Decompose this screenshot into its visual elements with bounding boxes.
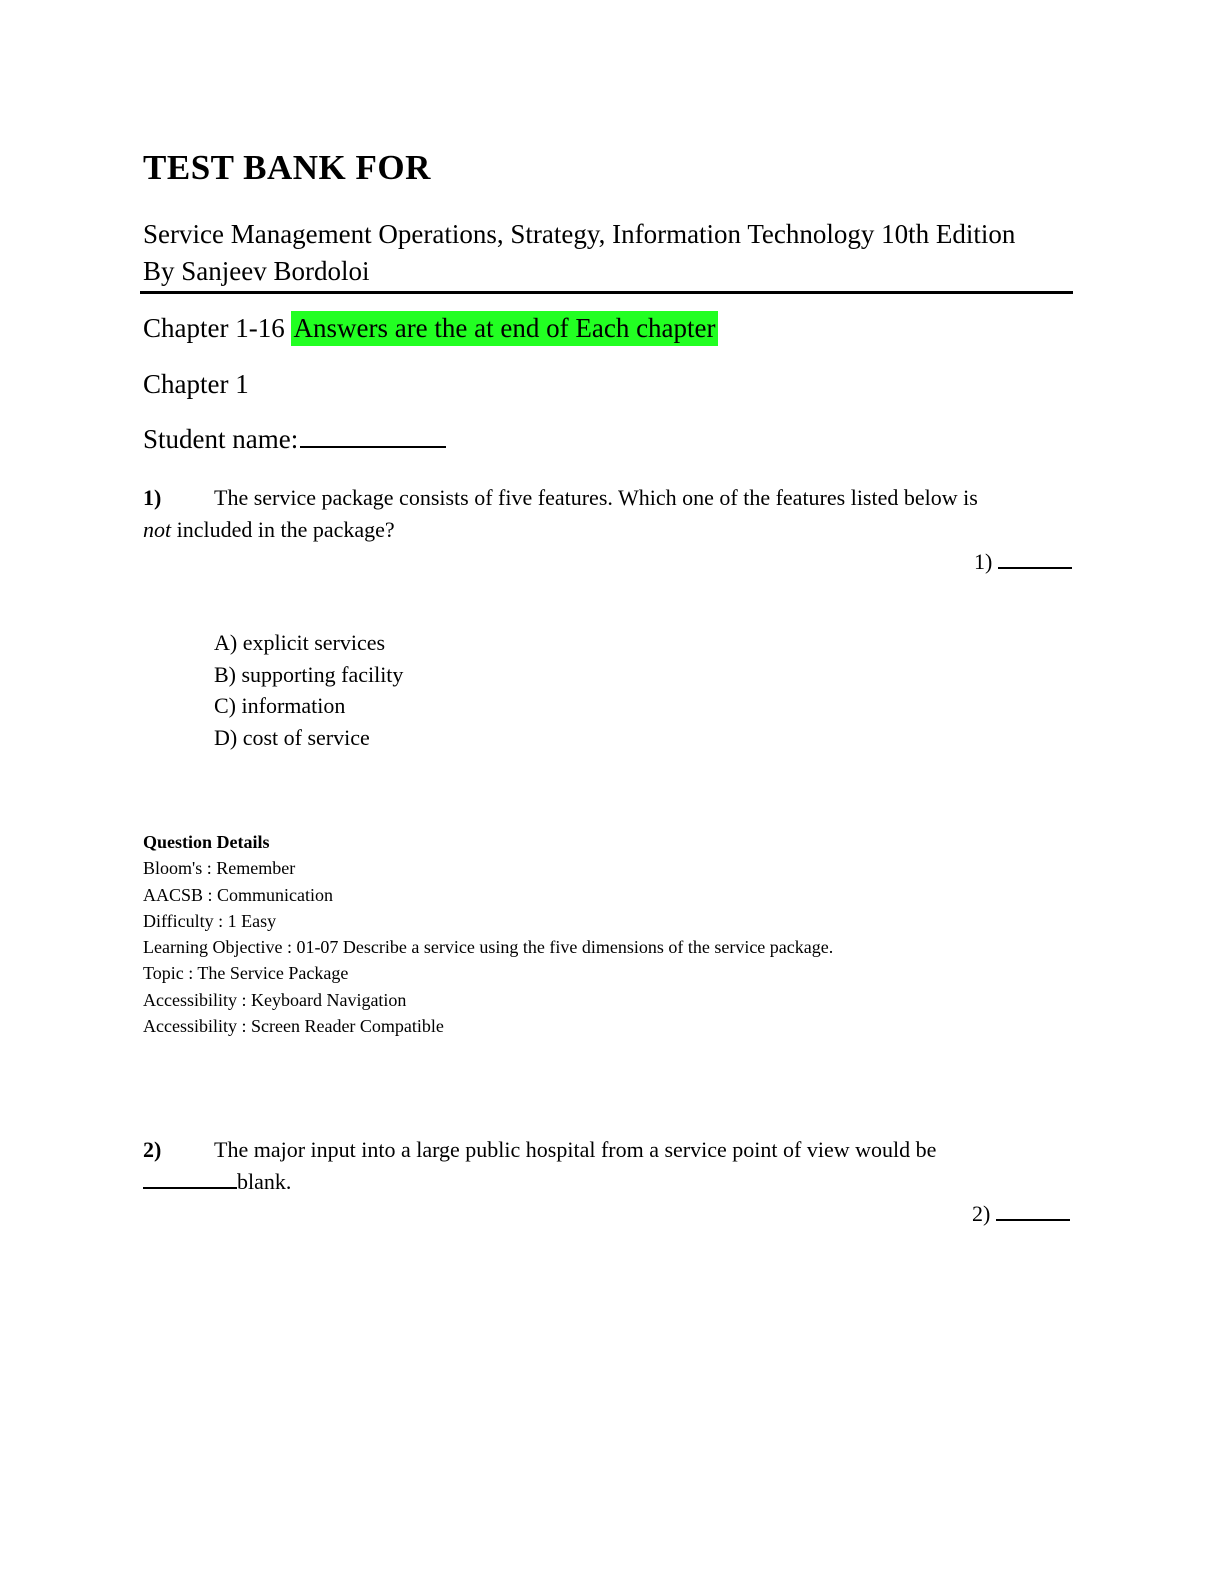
question-1-option-a: A) explicit services <box>214 630 386 655</box>
question-details-title: Question Details <box>143 832 270 852</box>
question-2-inline-blank <box>143 1185 237 1189</box>
detail-accessibility-screen-reader: Accessibility : Screen Reader Compatible <box>143 1016 444 1036</box>
detail-blooms: Bloom's : Remember <box>143 858 296 878</box>
question-2-text-rest: blank. <box>237 1169 292 1194</box>
book-title-line-1: Service Management Operations, Strategy, Information Technology 10th Edition <box>143 219 1016 249</box>
question-2-number: 2) <box>143 1137 162 1162</box>
question-2-slot-label: 2) <box>972 1201 991 1226</box>
book-title <box>143 216 1015 290</box>
chapter-range-line <box>143 313 718 344</box>
question-1-text-line-1: The service package consists of five features. Which one of the features listed below is <box>214 485 978 510</box>
chapter-heading: Chapter 1 <box>143 369 249 399</box>
detail-learning-objective: Learning Objective : 01-07 Describe a service using the five dimensions of the service package. <box>143 937 834 957</box>
question-1-slot-line <box>998 565 1072 569</box>
detail-topic: Topic : The Service Package <box>143 963 349 983</box>
question-1-option-b: B) supporting facility <box>214 662 404 687</box>
detail-accessibility-keyboard: Accessibility : Keyboard Navigation <box>143 990 407 1010</box>
book-author-line: By Sanjeev Bordoloi <box>143 256 370 286</box>
document-title: TEST BANK FOR <box>143 148 431 187</box>
question-1-slot-label: 1) <box>974 549 993 574</box>
detail-aacsb: AACSB : Communication <box>143 885 334 905</box>
question-1-option-c: C) information <box>214 693 346 718</box>
student-name-field <box>143 424 446 455</box>
question-1-text-line-2 <box>143 514 395 546</box>
question-2-slot-line <box>996 1217 1070 1221</box>
question-1-number: 1) <box>143 485 162 510</box>
question-2-text-line-1: The major input into a large public hospital from a service point of view would be <box>214 1137 937 1162</box>
header-divider <box>140 291 1073 294</box>
question-1-answer-slot[interactable] <box>974 549 1072 575</box>
question-1-option-d: D) cost of service <box>214 725 370 750</box>
student-name-blank[interactable] <box>300 442 446 448</box>
question-1-italic-word: not <box>143 517 172 542</box>
answers-note-highlight: Answers are the at end of Each chapter <box>291 311 717 346</box>
student-name-label: Student name: <box>143 424 299 454</box>
question-1-text-rest: included in the package? <box>171 517 395 542</box>
detail-difficulty: Difficulty : 1 Easy <box>143 911 277 931</box>
chapter-range-text: Chapter 1-16 <box>143 313 285 343</box>
question-2-answer-slot[interactable] <box>972 1201 1070 1227</box>
question-2-text-line-2 <box>143 1166 291 1198</box>
